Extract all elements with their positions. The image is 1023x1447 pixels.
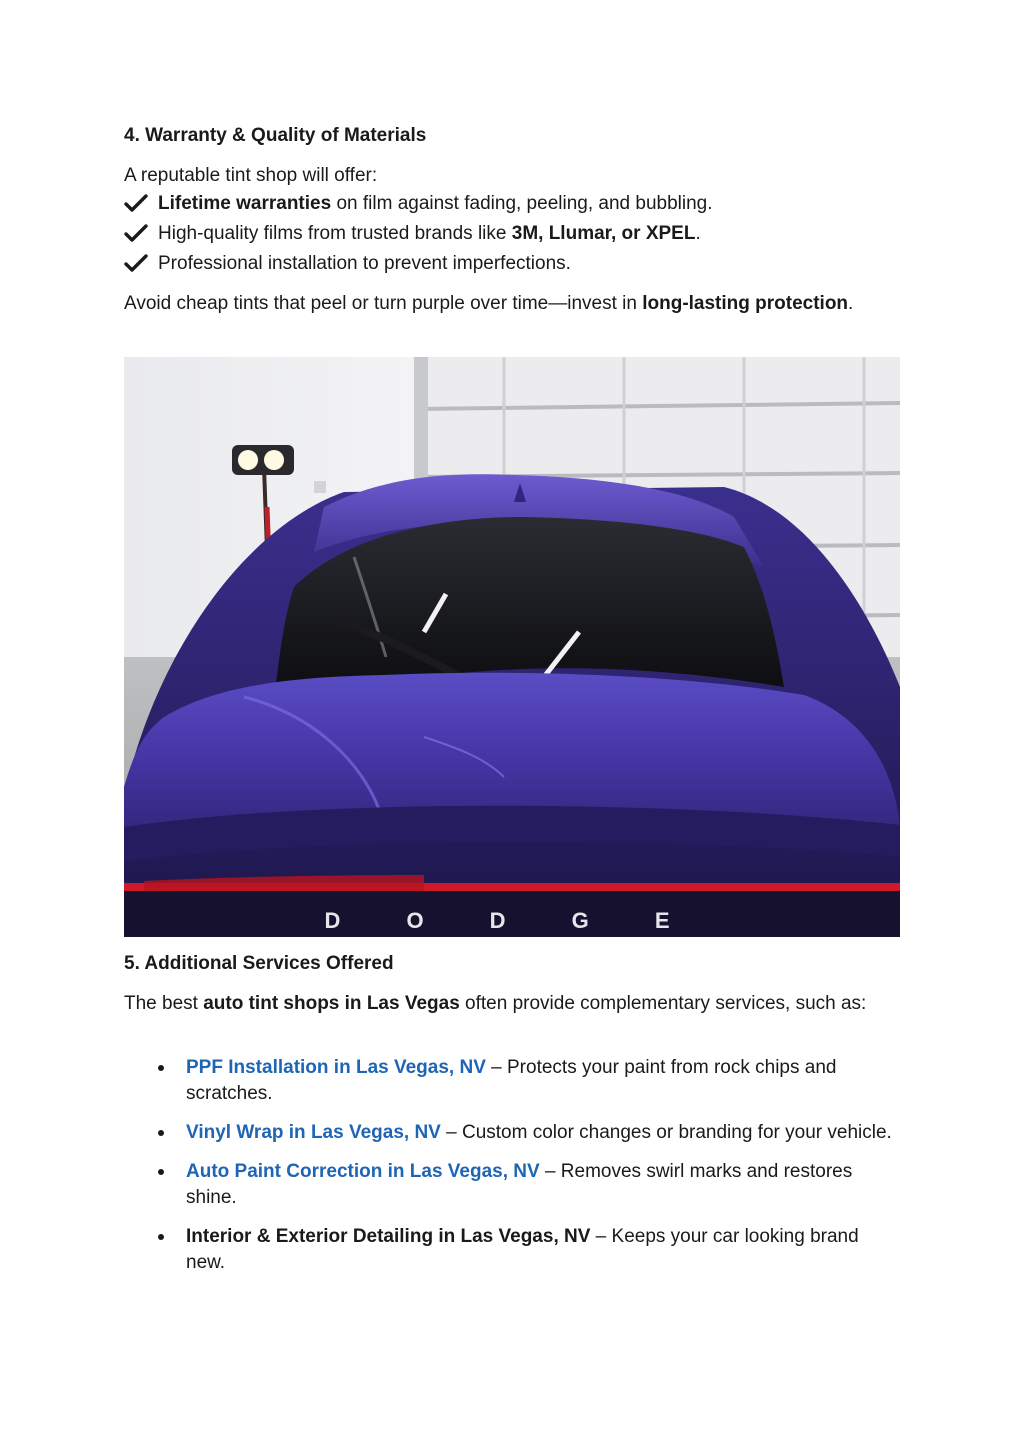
service-desc: – Removes swirl marks and restores shine. xyxy=(186,1161,853,1208)
vinyl-wrap-link[interactable]: Vinyl Wrap in Las Vegas, NV xyxy=(186,1122,441,1143)
check-item-2-text: High-quality films from trusted brands like xyxy=(158,223,512,244)
check-item-1 xyxy=(124,191,713,217)
bullet-dot xyxy=(158,1065,164,1071)
ppf-installation-link[interactable]: PPF Installation in Las Vegas, NV xyxy=(186,1057,486,1078)
service-desc: – Custom color changes or branding for your vehicle. xyxy=(440,1122,892,1143)
paint-correction-link[interactable]: Auto Paint Correction in Las Vegas, NV xyxy=(186,1161,540,1182)
check-item-2-brands: 3M, Llumar, or XPEL xyxy=(511,223,696,244)
checkmark-icon xyxy=(124,253,148,273)
service-desc: – Protects your paint from rock chips and scratches. xyxy=(186,1057,837,1104)
car-photo xyxy=(124,357,900,937)
tinted-car-rear-window-image xyxy=(124,357,900,937)
dodge-badge-text: D O D G E xyxy=(324,908,700,933)
check-item-1-bold: Lifetime warranties xyxy=(158,193,332,214)
section-4-intro: A reputable tint shop will offer: xyxy=(124,165,378,186)
intro-pre: The best xyxy=(124,993,204,1014)
check-item-1-text: on film against fading, peeling, and bubbling. xyxy=(331,193,713,214)
checkmark-icon xyxy=(124,193,148,213)
check-item-2 xyxy=(124,221,701,247)
list-item xyxy=(124,1120,900,1146)
section-4-closing xyxy=(124,291,900,317)
closing-bold: long-lasting protection xyxy=(642,293,849,314)
bullet-dot xyxy=(158,1234,164,1240)
closing-text: Avoid cheap tints that peel or turn purple over time—invest in xyxy=(124,293,643,314)
list-item xyxy=(124,1159,900,1211)
section-5-heading: 5. Additional Services Offered xyxy=(124,953,394,974)
check-item-2-end: . xyxy=(695,223,701,244)
services-list xyxy=(124,1055,900,1289)
detailing-title: Interior & Exterior Detailing in Las Vegas, NV xyxy=(186,1226,591,1247)
check-item-3 xyxy=(124,251,571,277)
intro-bold: auto tint shops in Las Vegas xyxy=(203,993,460,1014)
list-item xyxy=(124,1055,900,1107)
closing-end: . xyxy=(848,293,854,314)
intro-post: often provide complementary services, such as: xyxy=(459,993,867,1014)
section-4-heading: 4. Warranty & Quality of Materials xyxy=(124,125,427,146)
checkmark-icon xyxy=(124,223,148,243)
service-desc: – Keeps your car looking brand new. xyxy=(186,1226,859,1273)
check-item-3-text: Professional installation to prevent imperfections. xyxy=(158,253,571,274)
section-5-intro xyxy=(124,991,900,1017)
bullet-dot xyxy=(158,1169,164,1175)
list-item xyxy=(124,1224,900,1276)
bullet-dot xyxy=(158,1130,164,1136)
